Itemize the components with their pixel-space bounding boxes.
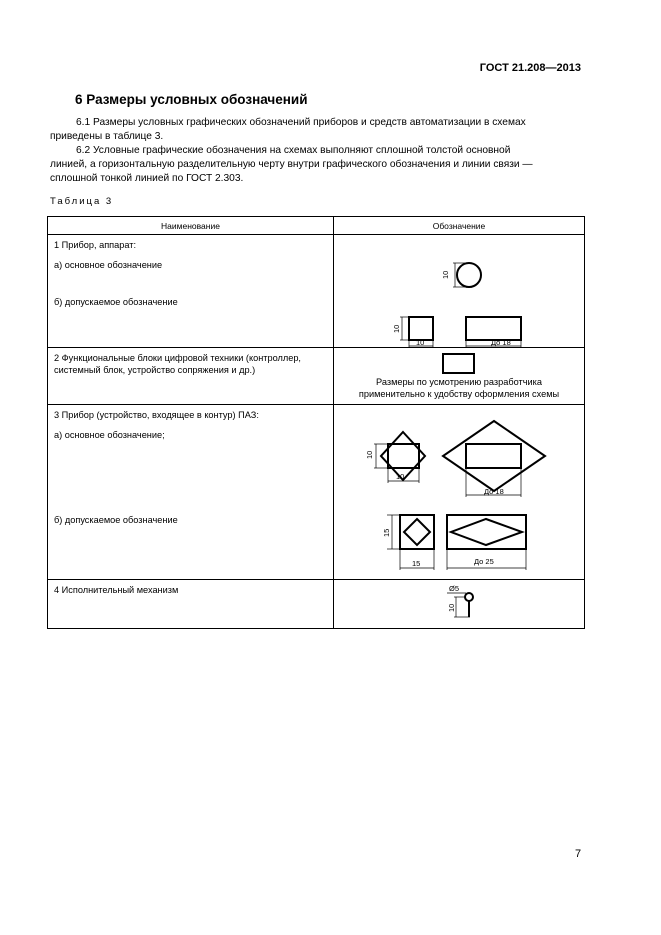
paragraph-6-1-line2: приведены в таблице 3.: [50, 131, 164, 142]
symbols-table: [47, 216, 585, 629]
row2-note-line1: Размеры по усмотрению разработчика: [376, 377, 542, 387]
header-name: Наименование: [48, 217, 334, 235]
row2-line2: системный блок, устройство сопряжения и др.): [54, 365, 256, 375]
dim-do25-paz-alt: До 25: [474, 557, 494, 566]
actuator-circle-symbol: [465, 593, 473, 601]
paragraph-6-1-line1: 6.1 Размеры условных графических обозначений приборов и средств автоматизации в схемах: [76, 117, 526, 128]
row4-symbols: [334, 580, 584, 628]
row1-b-label: б) допускаемое обозначение: [54, 297, 178, 307]
paragraph-6-2-line3: сплошной тонкой линией по ГОСТ 2.303.: [50, 173, 244, 184]
table-header-row: [48, 217, 585, 235]
row3-title: 3 Прибор (устройство, входящее в контур) ПАЗ:: [54, 410, 259, 420]
paz-symbol-drawing: [334, 405, 585, 579]
row4-title: 4 Исполнительный механизм: [54, 585, 179, 595]
header-symbol: Обозначение: [334, 217, 585, 235]
row3-b-label: б) допускаемое обозначение: [54, 515, 178, 525]
dim-do18-paz: До 18: [484, 487, 504, 496]
row3-symbols: [334, 405, 584, 579]
row3-a-label: а) основное обозначение;: [54, 430, 165, 440]
table-row: [48, 348, 585, 405]
dim-10-circle: 10: [441, 270, 450, 279]
row2-note-line2: применительно к удобству оформления схемы: [358, 389, 560, 399]
dim-do18-rect: До 18: [491, 338, 511, 347]
row1-symbols: [334, 235, 584, 347]
dim-10-square-v: 10: [392, 324, 401, 333]
dim-10-paz-v: 10: [365, 450, 374, 459]
function-block-symbol: [443, 354, 474, 373]
dim-phi5: Ø5: [449, 584, 460, 593]
rectangle-symbol: [466, 317, 521, 340]
device-symbol-drawing: [334, 235, 585, 347]
dim-10-paz-h: 10: [396, 472, 405, 481]
actuator-symbol-drawing: [334, 580, 585, 628]
table-row: [48, 580, 585, 629]
dim-10-square-h: 10: [416, 338, 425, 347]
circle-symbol: [457, 263, 481, 287]
dim-10-actuator: 10: [447, 603, 456, 612]
page-number: 7: [575, 848, 582, 860]
paragraph-6-2-line1: 6.2 Условные графические обозначения на схемах выполняют сплошной толстой основной: [76, 145, 511, 156]
table-row: [48, 405, 585, 580]
table-caption: Таблица 3: [50, 196, 114, 207]
row2-symbols: [334, 348, 584, 404]
row1-a-label: а) основное обозначение: [54, 260, 163, 270]
dim-15-paz-alt-v: 15: [382, 528, 391, 537]
section-title: 6 Размеры условных обозначений: [75, 92, 308, 107]
table-row: [48, 235, 585, 348]
paragraph-6-2-line2: линией, а горизонтальную разделительную черту внутри графического обозначения и линии связи —: [50, 159, 533, 170]
row2-line1: 2 Функциональные блоки цифровой техники (контроллер,: [54, 353, 301, 363]
row1-title: 1 Прибор, аппарат:: [54, 240, 137, 250]
dim-15-paz-alt-h: 15: [412, 559, 421, 568]
standard-number: ГОСТ 21.208—2013: [479, 62, 581, 74]
paz-elongated-diamond-symbol: [443, 421, 545, 491]
square-symbol: [409, 317, 433, 340]
